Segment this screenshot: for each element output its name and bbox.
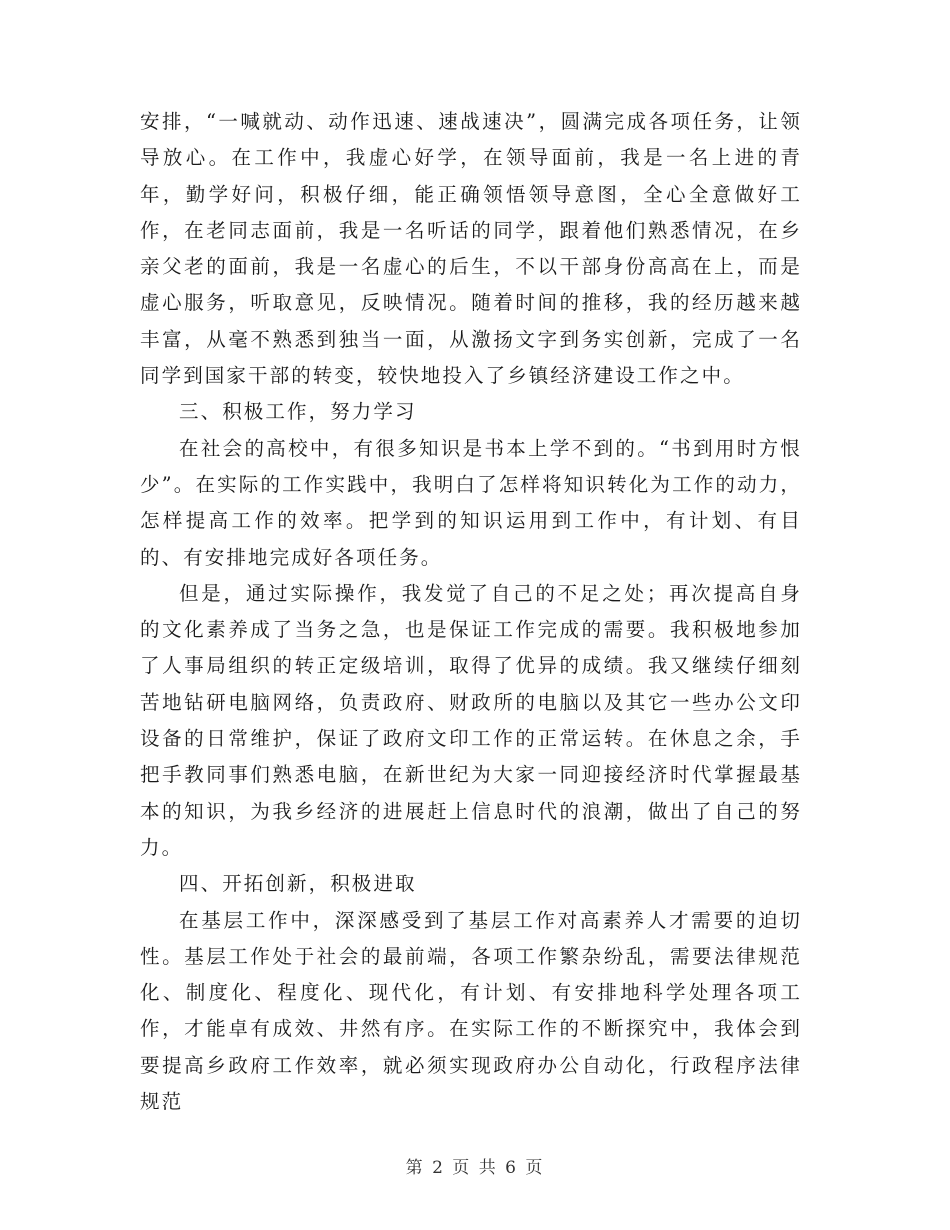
paragraph-continuation: 安排，“一喊就动、动作迅速、速战速决”，圆满完成各项任务，让领导放心。在工作中，我虚心好学，在领导面前，我是一名上进的青年，勤学好问，积极仔细，能正确领悟领导意图，全心全意做好工作，在老同志面前，我是一名听话的同学，跟着他们熟悉情况，在乡亲父老的面前，我是一名虚心的后生，不以干部身份高高在上，而是虚心服务，听取意见，反映情况。随着时间的推移，我的经历越来越丰富，从毫不熟悉到独当一面，从激扬文字到务实创新，完成了一名同学到国家干部的转变，较快地投入了乡镇经济建设工作之中。	[140, 110, 802, 388]
section-heading-4: 四、开拓创新，积极进取	[179, 872, 417, 896]
paragraph: 在基层工作中，深深感受到了基层工作对高素养人才需要的迫切性。基层工作处于社会的最前端，各项工作繁杂纷乱，需要法律规范化、制度化、程度化、现代化，有计划、有安排地科学处理各项工作，才能卓有成效、井然有序。在实际工作的不断探究中，我体会到要提高乡政府工作效率，就必须实现政府办公自动化，行政程序法律规范	[140, 908, 802, 1114]
paragraph: 在社会的高校中，有很多知识是书本上学不到的。“书到用时方恨少”。在实际的工作实践中，我明白了怎样将知识转化为工作的动力，怎样提高工作的效率。把学到的知识运用到工作中，有计划、有目的、有安排地完成好各项任务。	[140, 436, 802, 569]
document-body	[140, 104, 802, 1120]
paragraph: 但是，通过实际操作，我发觉了自己的不足之处；再次提高自身的文化素养成了当务之急，也是保证工作完成的需要。我积极地参加了人事局组织的转正定级培训，取得了优异的成绩。我又继续仔细刻苦地钻研电脑网络，负责政府、财政所的电脑以及其它一些办公文印设备的日常维护，保证了政府文印工作的正常运转。在休息之余，手把手教同事们熟悉电脑，在新世纪为大家一同迎接经济时代掌握最基本的知识，为我乡经济的进展赶上信息时代的浪潮，做出了自己的努力。	[140, 581, 802, 859]
page-number-footer: 第 2 页 共 6 页	[405, 1158, 545, 1178]
section-heading-3: 三、积极工作，努力学习	[179, 400, 417, 424]
